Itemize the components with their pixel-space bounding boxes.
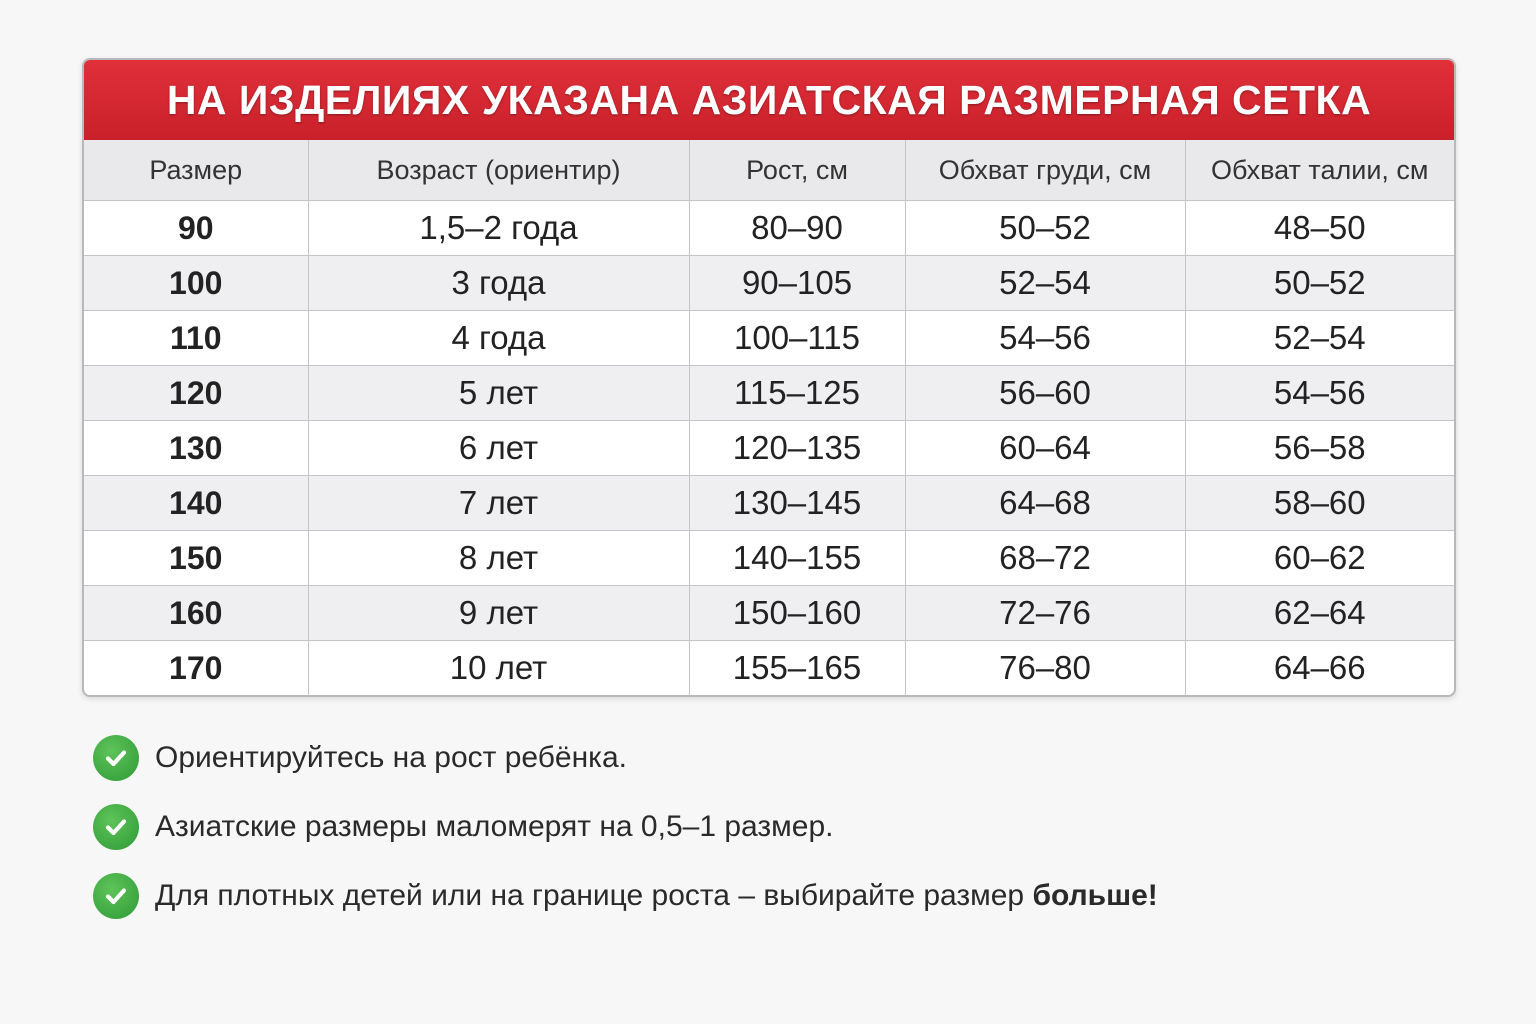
cell-waist: 52–54 [1185,311,1454,366]
cell-size: 130 [84,421,308,476]
cell-age: 4 года [308,311,689,366]
column-header-size: Размер [84,140,308,201]
cell-size: 90 [84,201,308,256]
cell-chest: 52–54 [905,256,1185,311]
cell-chest: 54–56 [905,311,1185,366]
cell-age: 6 лет [308,421,689,476]
cell-chest: 68–72 [905,531,1185,586]
cell-chest: 72–76 [905,586,1185,641]
page-title: НА ИЗДЕЛИЯХ УКАЗАНА АЗИАТСКАЯ РАЗМЕРНАЯ СЕТКА [166,76,1372,123]
cell-size: 110 [84,311,308,366]
cell-waist: 50–52 [1185,256,1454,311]
cell-age: 10 лет [308,641,689,696]
cell-waist: 62–64 [1185,586,1454,641]
cell-age: 7 лет [308,476,689,531]
note-emphasis: больше! [1032,879,1158,912]
cell-waist: 64–66 [1185,641,1454,696]
cell-height: 120–135 [689,421,905,476]
cell-size: 150 [84,531,308,586]
check-circle-icon [93,873,139,919]
cell-height: 155–165 [689,641,905,696]
cell-chest: 60–64 [905,421,1185,476]
table-row [84,531,1454,586]
cell-height: 90–105 [689,256,905,311]
cell-waist: 54–56 [1185,366,1454,421]
table-row [84,476,1454,531]
cell-waist: 58–60 [1185,476,1454,531]
cell-size: 100 [84,256,308,311]
title-banner [84,60,1454,140]
table-row [84,586,1454,641]
cell-age: 1,5–2 года [308,201,689,256]
column-header-age: Возраст (ориентир) [308,140,689,201]
table-row [84,256,1454,311]
note-main-text: Ориентируйтесь на рост ребёнка. [155,741,627,774]
table-row [84,366,1454,421]
cell-height: 80–90 [689,201,905,256]
cell-height: 130–145 [689,476,905,531]
cell-age: 9 лет [308,586,689,641]
table-body [84,201,1454,696]
cell-size: 170 [84,641,308,696]
cell-height: 150–160 [689,586,905,641]
cell-size: 160 [84,586,308,641]
cell-age: 3 года [308,256,689,311]
cell-waist: 48–50 [1185,201,1454,256]
column-header-height: Рост, см [689,140,905,201]
table-row [84,421,1454,476]
check-circle-icon [93,735,139,781]
note-text [155,879,1158,913]
table-row [84,641,1454,696]
cell-size: 140 [84,476,308,531]
note-item [93,804,1158,850]
cell-height: 140–155 [689,531,905,586]
note-text [155,810,833,844]
column-header-waist: Обхват талии, см [1185,140,1454,201]
cell-waist: 56–58 [1185,421,1454,476]
cell-height: 100–115 [689,311,905,366]
note-text [155,741,627,775]
cell-height: 115–125 [689,366,905,421]
column-header-chest: Обхват груди, см [905,140,1185,201]
cell-chest: 50–52 [905,201,1185,256]
size-table [84,140,1454,695]
cell-age: 8 лет [308,531,689,586]
cell-age: 5 лет [308,366,689,421]
cell-chest: 64–68 [905,476,1185,531]
note-main-text: Для плотных детей или на границе роста – выбирайте размер [155,879,1033,912]
table-header-row [84,140,1454,201]
table-row [84,311,1454,366]
cell-waist: 60–62 [1185,531,1454,586]
note-main-text: Азиатские размеры маломерят на 0,5–1 размер. [155,810,834,843]
cell-chest: 76–80 [905,641,1185,696]
note-item [93,873,1158,919]
size-chart-card [82,58,1456,697]
notes-list [93,735,1158,942]
table-row [84,201,1454,256]
check-circle-icon [93,804,139,850]
note-item [93,735,1158,781]
cell-size: 120 [84,366,308,421]
cell-chest: 56–60 [905,366,1185,421]
